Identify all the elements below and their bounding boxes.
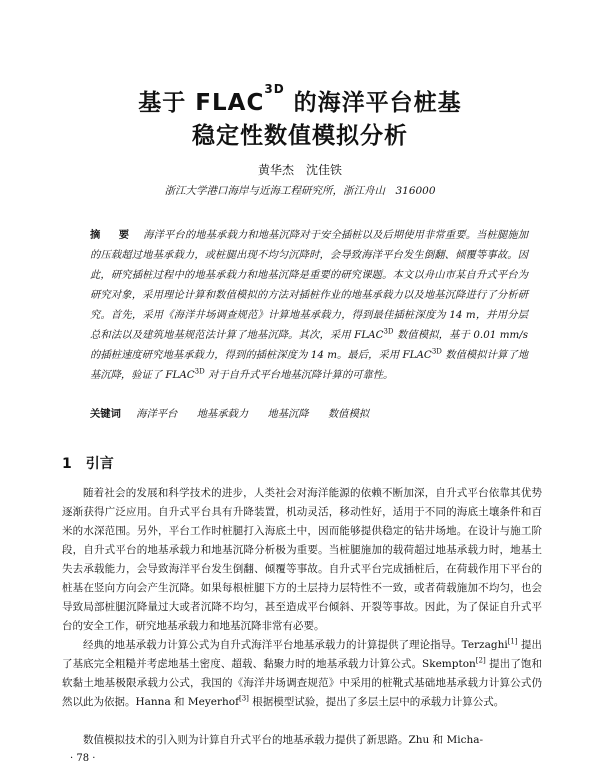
title-prefix: 基于 FLAC [138,90,265,116]
abstract [90,225,528,385]
abstract-sup-3: 3D [194,367,205,376]
paragraph-segment: 提出了基底完全粗糙并考虑地基土密度、超载、黏聚力时的地基承载力计算公式。Skempton [62,639,542,670]
title-suffix: 的海洋平台桩基 [284,90,462,116]
paragraph-segment: 根据模型试验，提出了多层土层中的承载力计算公式。 [248,696,505,708]
keyword-item: 地基承载力 [196,408,249,420]
abstract-sup-1: 3D [383,327,394,336]
abstract-text-1: 海洋平台的地基承载力和地基沉降对于安全插桩以及后期使用非常重要。当桩腿施加的压载超过地基承载力，或桩腿出现不均匀沉降时，会导致海洋平台发生倒翻、倾覆等事故。因此，研究插桩过程中的地基承载力和地基沉降是重要的研究课题。本文以舟山市某自升式平台为研究对象，采用理论计算和数值模拟的方法对插桩作业的地基承载力以及地基沉降进行了分析研究。首先，采用《海洋井场调查规范》计算地基承载力，得到最佳插桩深度为 14 m，并用分层总和法以及建筑地基规范法计算了地基沉降。其次，采用 FLAC [90,229,529,341]
body-paragraph-2 [62,636,542,712]
abstract-sup-2: 3D [431,347,442,356]
section-title: 引言 [85,456,114,472]
citation-ref: [1] [507,637,518,646]
keyword-item: 海洋平台 [136,408,178,420]
abstract-label: 摘 要 [90,229,134,241]
title-superscript: 3D [264,82,285,96]
keyword-item: 数值模拟 [327,408,370,420]
paragraph-text: 随着社会的发展和科学技术的进步，人类社会对海洋能源的依赖不断加深，自升式平台依靠其优势逐渐获得广泛应用。自升式平台具有升降装置，机动灵活，移动性好，适用于不同的海底土壤条件和百米的水深范围。另外，平台工作时桩腿打入海底土中，因而能够提供稳定的钻井场地。在设计与施工阶段，自升式平台的地基承载力和地基沉降分析极为重要。当桩腿施加的载荷超过地基承载力时，地基土失去承载能力，会导致海洋平台发生倒翻、倾覆等事故。自升式平台完成插桩后，在荷载作用下平台的桩基在竖向方向会产生沉降。如果每根桩腿下方的土层持力层特性不一致，或者荷载施加不均匀，也会导致局部桩腿沉降量过大或者沉降不均匀，甚至造成平台倾斜、开裂等事故。因此，为了保证自升式平台的安全工作，研究地基承载力和地基沉降非常有必要。 [62,487,542,632]
section-heading [62,453,114,473]
abstract-text-3: 数值模拟计算了地基沉降，验证了 FLAC [90,349,529,381]
keyword-item: 地基沉降 [267,408,309,420]
body-paragraph-3 [62,731,542,750]
authors: 黄华杰 沈佳铁 [257,163,342,177]
citation-ref: [3] [238,694,249,703]
abstract-text-4: 对于自升式平台地基沉降计算的可靠性。 [204,369,394,381]
affiliation: 浙江大学港口海岸与近海工程研究所，浙江舟山 316000 [164,185,436,197]
page-number: · 78 · [70,753,96,764]
paragraph-text [62,636,542,712]
abstract-text-2: 数值模拟，基于 0.01 mm/s 的插桩速度研究地基承载力，得到的插桩深度为 14 m。最后，采用 FLAC [90,329,528,361]
body-paragraph-1 [62,484,542,636]
paragraph-text: 数值模拟技术的引入则为计算自升式平台的地基承载力提供了新思路。Zhu 和 Micha- [83,734,484,746]
title-line-2: 稳定性数值模拟分析 [192,123,408,149]
citation-ref: [2] [475,656,486,665]
paragraph-segment: 提出了饱和软黏土地基极限承载力公式，我国的《海洋井场调查规范》中采用的桩靴式基础地基承载力计算公式仍然以此为依据。Hanna 和 Meyerhof [62,658,543,708]
section-number: 1 [62,456,72,472]
keywords-label: 关键词 [90,408,121,420]
paragraph-segment: 经典的地基承载力计算公式为自升式海洋平台地基承载力的计算提供了理论指导。Terzaghi [83,639,508,651]
title-line-1 [0,84,600,117]
keywords [90,405,528,420]
